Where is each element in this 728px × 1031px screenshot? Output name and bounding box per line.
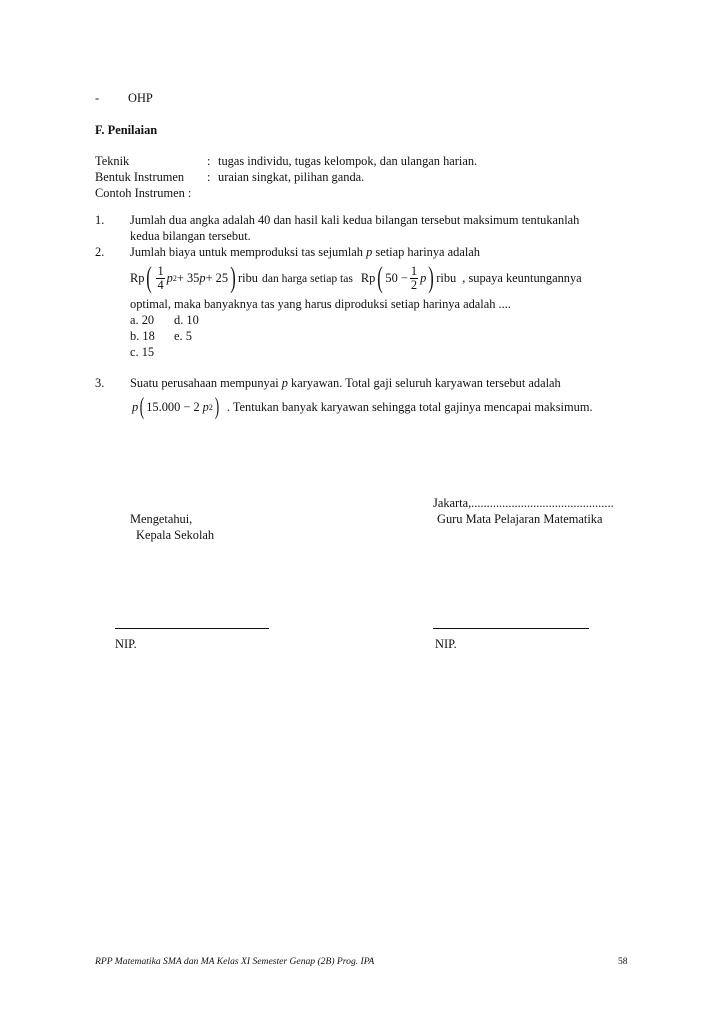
close-paren-icon: ): [214, 394, 220, 420]
section-title: F. Penilaian: [95, 123, 158, 137]
q2-frac1-num: 1: [157, 263, 164, 278]
footer-text: RPP Matematika SMA dan MA Kelas XI Semester Genap (2B) Prog. IPA: [95, 956, 375, 967]
instrument-sep: :: [207, 170, 211, 184]
q2-expr1-rest: + 35: [176, 270, 200, 285]
q2-frac2-den: 2: [410, 277, 418, 292]
open-paren-icon: (: [140, 394, 145, 420]
q1-number: 1.: [95, 213, 105, 227]
instrument-label: Bentuk Instrumen: [95, 170, 185, 184]
page-number: 58: [618, 956, 628, 967]
q2-end-text: , supaya keuntungannya: [462, 270, 582, 285]
q2-expr1-var: p: [166, 270, 173, 285]
q2-frac1-den: 4: [157, 277, 164, 292]
q1-line1: Jumlah dua angka adalah 40 dan hasil kali kedua bilangan tersebut maksimum tentukanlah: [130, 213, 580, 227]
q3-line1-b: karyawan. Total gaji seluruh karyawan tersebut adalah: [287, 376, 561, 390]
open-paren-icon: (: [146, 261, 153, 294]
q2-rp2: Rp: [360, 270, 376, 285]
q2-line1-a: Jumlah biaya untuk memproduksi tas sejumlah: [130, 245, 367, 259]
right-nip: NIP.: [435, 637, 457, 651]
q3-line2: . Tentukan banyak karyawan sehingga total gajinya mencapai maksimum.: [226, 399, 593, 414]
q3-line1: [130, 376, 561, 391]
q2-expr1-sup: 2: [172, 273, 177, 283]
technique-label: Teknik: [95, 154, 130, 168]
technique-sep: :: [207, 154, 211, 168]
close-paren-icon: ): [428, 261, 435, 294]
q2-frac2-num: 1: [410, 263, 418, 278]
q2-line1-b: setiap harinya adalah: [372, 245, 480, 259]
left-nip: NIP.: [115, 637, 137, 651]
q2-line1: [130, 245, 480, 260]
right-signature-line: [433, 628, 589, 629]
open-paren-icon: (: [377, 261, 384, 294]
q2-rp: Rp: [130, 270, 145, 285]
close-paren-icon: ): [230, 261, 236, 294]
q2-mid-text: dan harga setiap tas: [262, 271, 353, 285]
q2-expr1-var2: p: [199, 270, 206, 285]
right-title: Guru Mata Pelajaran Matematika: [437, 512, 603, 526]
q3-expr-var: p: [132, 399, 139, 414]
left-title1: Mengetahui,: [130, 512, 193, 526]
q3-expr-var2: p: [202, 399, 209, 414]
tools-item: OHP: [128, 91, 153, 105]
q2-number: 2.: [95, 245, 105, 259]
q2-formula-line: [130, 262, 582, 294]
q2-option-c: c. 15: [130, 345, 155, 359]
q2-line3: optimal, maka banyaknya tas yang harus diproduksi setiap harinya adalah ....: [130, 297, 511, 311]
q2-expr2-a: 50 −: [385, 270, 408, 285]
q1-line2: kedua bilangan tersebut.: [130, 229, 251, 243]
q2-option-b: b. 18: [130, 329, 155, 343]
q2-option-d: d. 10: [174, 313, 199, 327]
q3-formula-line: [132, 394, 593, 420]
q2-frac2: [410, 265, 418, 292]
q3-line1-var: p: [281, 376, 288, 390]
q2-line1-var: p: [366, 245, 373, 259]
left-signature-line: [115, 628, 269, 629]
q2-expr2-var: p: [420, 270, 427, 285]
left-title2: Kepala Sekolah: [136, 528, 215, 542]
technique-value: tugas individu, tugas kelompok, dan ulangan harian.: [218, 154, 478, 168]
q3-line1-a: Suatu perusahaan mempunyai: [130, 376, 282, 390]
q2-frac1: [156, 265, 164, 292]
q2-option-e: e. 5: [174, 329, 192, 343]
instrument-value: uraian singkat, pilihan ganda.: [218, 170, 365, 184]
tools-bullet: -: [95, 91, 100, 105]
place-date: Jakarta,..............................................: [433, 496, 614, 510]
q2-ribu1: ribu: [238, 270, 259, 285]
q3-number: 3.: [95, 376, 105, 390]
q3-expr-inner: 15.000 − 2: [146, 399, 200, 414]
example-label: Contoh Instrumen :: [95, 186, 192, 200]
q2-option-a: a. 20: [130, 313, 155, 327]
q2-expr1-end: + 25: [205, 270, 229, 285]
q2-ribu2: ribu: [436, 270, 457, 285]
q3-expr-sup: 2: [208, 402, 213, 412]
